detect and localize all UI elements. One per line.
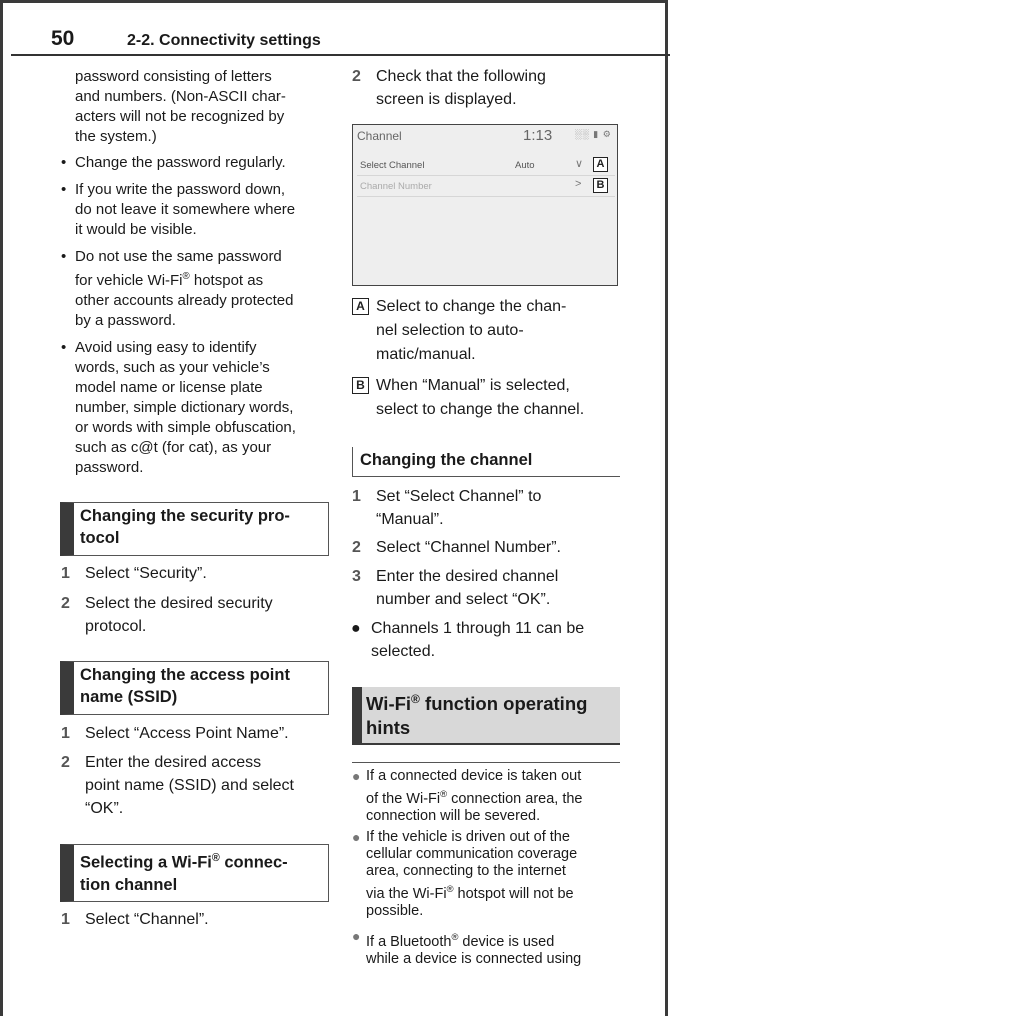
text-line: Enter the desired channel bbox=[376, 568, 559, 585]
section-heading-security-protocol bbox=[60, 502, 329, 556]
section-heading-wifi-hints bbox=[352, 687, 620, 745]
channel-screen-illustration bbox=[352, 124, 618, 286]
step-item bbox=[352, 565, 626, 611]
step-item bbox=[352, 485, 626, 531]
bullet-dot: • bbox=[61, 154, 67, 171]
status-icons: ░░ ▮ ⚙ bbox=[575, 129, 612, 139]
text-line: area, connecting to the internet bbox=[366, 863, 566, 879]
bullet-dot: ● bbox=[351, 620, 361, 637]
text-line: screen is displayed. bbox=[376, 91, 517, 108]
chevron-right-icon: > bbox=[575, 178, 582, 190]
screen-clock: 1:13 bbox=[523, 127, 553, 144]
chevron-down-icon: ∨ bbox=[575, 158, 584, 170]
row-label: Select Channel bbox=[360, 160, 425, 171]
text-line: Select “Channel”. bbox=[85, 911, 209, 928]
text-line: If the vehicle is driven out of the bbox=[366, 829, 570, 845]
continuation-paragraph bbox=[75, 67, 335, 147]
text-line: via the Wi-Fi® hotspot will not be bbox=[366, 883, 574, 902]
callout-tag: B bbox=[352, 377, 369, 394]
text-line: cellular communication coverage bbox=[366, 846, 578, 862]
text-line: “Manual”. bbox=[376, 511, 444, 528]
heading-line: name (SSID) bbox=[80, 688, 178, 706]
step-item bbox=[61, 908, 325, 931]
text-line: matic/manual. bbox=[376, 346, 476, 363]
heading-line: hints bbox=[366, 717, 411, 739]
screen-title: Channel bbox=[357, 129, 402, 143]
text-line: for vehicle Wi-Fi® hotspot as bbox=[75, 271, 264, 289]
step-item bbox=[61, 562, 325, 585]
text-line: model name or license plate bbox=[75, 379, 263, 396]
text-line: If a Bluetooth® device is used bbox=[366, 931, 555, 950]
text-line: and numbers. (Non-ASCII char- bbox=[75, 88, 286, 105]
step-item bbox=[61, 751, 325, 820]
bullet-item bbox=[61, 153, 335, 173]
callout-tag: B bbox=[593, 178, 608, 193]
step-number: 2 bbox=[61, 754, 70, 771]
text-line: connection will be severed. bbox=[366, 807, 541, 824]
heading-line: tion channel bbox=[80, 875, 178, 894]
callout-tag: A bbox=[593, 157, 608, 172]
text-line: Enter the desired access bbox=[85, 754, 262, 771]
heading-line: Changing the access point bbox=[80, 666, 290, 684]
row-value: Auto bbox=[515, 160, 535, 171]
bullet-dot: • bbox=[61, 248, 67, 265]
note-item bbox=[351, 617, 626, 663]
text-line: If you write the password down, bbox=[75, 181, 286, 198]
select-channel-row[interactable] bbox=[357, 155, 615, 176]
hint-item bbox=[352, 768, 621, 825]
section-header-title: 2-2. Connectivity settings bbox=[127, 32, 321, 49]
bullet-dot: ● bbox=[352, 928, 361, 944]
text-line: such as c@t (for cat), as your bbox=[75, 439, 272, 456]
step-item bbox=[61, 592, 325, 638]
text-line: while a device is connected using bbox=[366, 950, 582, 967]
bullet-item bbox=[61, 247, 335, 331]
text-line: the system.) bbox=[75, 128, 157, 145]
row-label: Channel Number bbox=[360, 181, 432, 192]
text-line: If a connected device is taken out bbox=[366, 768, 582, 784]
text-line: do not leave it somewhere where bbox=[75, 201, 296, 218]
section-heading-wifi-channel bbox=[60, 844, 329, 902]
text-line: selected. bbox=[371, 643, 436, 660]
text-line: of the Wi-Fi® connection area, the bbox=[366, 788, 583, 807]
text-line: select to change the channel. bbox=[376, 401, 585, 418]
step-number: 1 bbox=[61, 725, 70, 742]
header-rule bbox=[11, 54, 670, 56]
bullet-dot: ● bbox=[352, 768, 361, 784]
text-line: it would be visible. bbox=[75, 221, 197, 238]
legend-item bbox=[356, 374, 626, 422]
text-line: Do not use the same password bbox=[75, 248, 282, 265]
bullet-dot: ● bbox=[352, 829, 361, 845]
step-number: 1 bbox=[61, 911, 70, 928]
step-number: 1 bbox=[352, 488, 361, 505]
bullet-dot: • bbox=[61, 181, 67, 198]
text-line: nel selection to auto- bbox=[376, 322, 524, 339]
hint-item bbox=[352, 829, 621, 920]
text-line: Select the desired security bbox=[85, 595, 273, 612]
text-line: possible. bbox=[366, 902, 424, 919]
heading-line: Selecting a Wi-Fi® connec- bbox=[80, 852, 288, 872]
text-line: Select to change the chan- bbox=[376, 298, 567, 315]
heading-line: tocol bbox=[80, 529, 120, 547]
heading-line: Changing the security pro- bbox=[80, 507, 290, 525]
section-heading-changing-channel: Changing the channel bbox=[352, 447, 620, 477]
step-number: 2 bbox=[352, 68, 361, 85]
step-number: 2 bbox=[352, 539, 361, 556]
bullet-dot: • bbox=[61, 339, 67, 356]
text-line: “OK”. bbox=[85, 800, 124, 817]
divider bbox=[352, 762, 620, 763]
text-line: words, such as your vehicle’s bbox=[75, 359, 270, 376]
heading-line: Wi-Fi® function operating bbox=[366, 692, 588, 715]
text-line: Change the password regularly. bbox=[75, 154, 286, 171]
step-item bbox=[61, 722, 325, 745]
step-number: 2 bbox=[61, 595, 70, 612]
bullet-item bbox=[61, 180, 335, 240]
callout-tag: A bbox=[352, 298, 369, 315]
text-line: Set “Select Channel” to bbox=[376, 488, 542, 505]
text-line: When “Manual” is selected, bbox=[376, 377, 570, 394]
text-line: Avoid using easy to identify bbox=[75, 339, 257, 356]
text-line: by a password. bbox=[75, 312, 176, 329]
text-line: other accounts already protected bbox=[75, 292, 294, 309]
legend-item bbox=[356, 295, 626, 367]
text-line: point name (SSID) and select bbox=[85, 777, 294, 794]
step-item bbox=[352, 536, 626, 559]
text-line: Channels 1 through 11 can be bbox=[371, 620, 585, 637]
text-line: Check that the following bbox=[376, 68, 546, 85]
text-line: protocol. bbox=[85, 618, 147, 635]
text-line: password. bbox=[75, 459, 144, 476]
bullet-item bbox=[61, 338, 335, 478]
text-line: number and select “OK”. bbox=[376, 591, 551, 608]
text-line: Select “Access Point Name”. bbox=[85, 725, 289, 742]
hint-item bbox=[352, 928, 621, 968]
section-heading-access-point-name bbox=[60, 661, 329, 715]
step-number: 1 bbox=[61, 565, 70, 582]
text-line: number, simple dictionary words, bbox=[75, 399, 294, 416]
channel-number-row[interactable] bbox=[357, 176, 615, 197]
text-line: or words with simple obfuscation, bbox=[75, 419, 296, 436]
text-line: Select “Channel Number”. bbox=[376, 539, 561, 556]
text-line: password consisting of letters bbox=[75, 68, 272, 85]
page-number: 50 bbox=[51, 27, 75, 50]
text-line: Select “Security”. bbox=[85, 565, 207, 582]
step-item bbox=[352, 65, 626, 111]
text-line: acters will not be recognized by bbox=[75, 108, 285, 125]
step-number: 3 bbox=[352, 568, 361, 585]
